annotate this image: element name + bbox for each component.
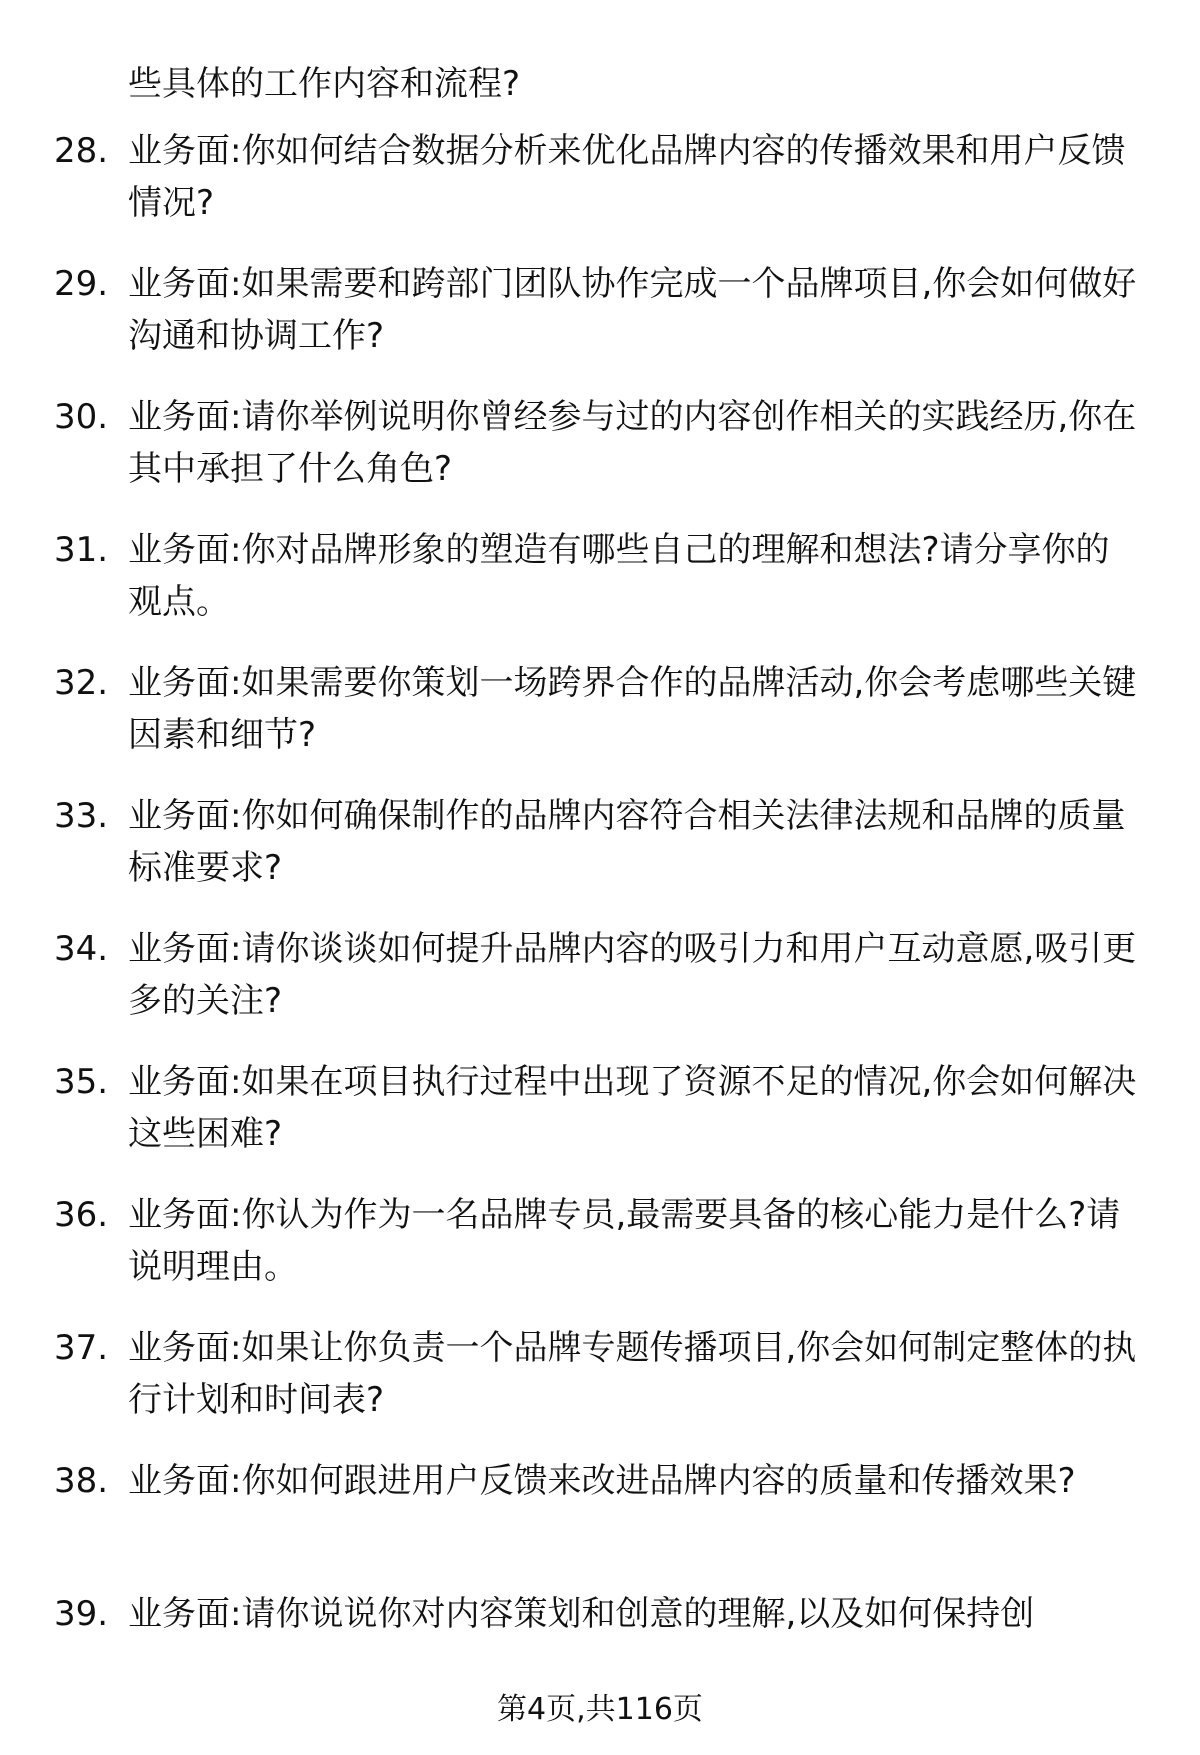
question-item xyxy=(54,524,1154,628)
question-item xyxy=(54,1588,1154,1640)
question-text: 业务面:如果需要和跨部门团队协作完成一个品牌项目,你会如何做好沟通和协调工作? xyxy=(128,264,1137,356)
question-item xyxy=(54,258,1154,362)
question-number: 36. xyxy=(54,1195,109,1235)
question-item xyxy=(54,1056,1154,1160)
question-item xyxy=(54,657,1154,761)
question-item xyxy=(54,391,1154,495)
question-item xyxy=(54,125,1154,229)
question-text: 业务面:如果在项目执行过程中出现了资源不足的情况,你会如何解决这些困难? xyxy=(128,1062,1137,1154)
question-text: 业务面:你如何结合数据分析来优化品牌内容的传播效果和用户反馈情况? xyxy=(128,131,1126,223)
question-number: 37. xyxy=(54,1328,109,1368)
question-number: 31. xyxy=(54,530,109,570)
question-text: 业务面:请你说说你对内容策划和创意的理解,以及如何保持创 xyxy=(128,1594,1035,1634)
page-footer: 第4页,共116页 xyxy=(497,1692,703,1727)
question-item xyxy=(54,923,1154,1027)
question-item xyxy=(54,1189,1154,1293)
continuation-text: 些具体的工作内容和流程? xyxy=(128,64,521,104)
question-number: 32. xyxy=(54,663,109,703)
question-item xyxy=(54,1322,1154,1426)
question-number: 29. xyxy=(54,264,109,304)
question-number: 39. xyxy=(54,1594,109,1634)
question-item xyxy=(54,790,1154,894)
question-text: 业务面:你认为作为一名品牌专员,最需要具备的核心能力是什么?请说明理由。 xyxy=(128,1195,1121,1287)
question-number: 35. xyxy=(54,1062,109,1102)
question-number: 28. xyxy=(54,131,109,171)
question-item xyxy=(54,1455,1154,1507)
question-text: 业务面:请你举例说明你曾经参与过的内容创作相关的实践经历,你在其中承担了什么角色? xyxy=(128,397,1137,489)
question-text: 业务面:你对品牌形象的塑造有哪些自己的理解和想法?请分享你的观点。 xyxy=(128,530,1110,622)
question-text: 业务面:如果让你负责一个品牌专题传播项目,你会如何制定整体的执行计划和时间表? xyxy=(128,1328,1137,1420)
question-number: 30. xyxy=(54,397,109,437)
question-number: 34. xyxy=(54,929,109,969)
question-text: 业务面:你如何跟进用户反馈来改进品牌内容的质量和传播效果? xyxy=(128,1461,1076,1501)
question-text: 业务面:你如何确保制作的品牌内容符合相关法律法规和品牌的质量标准要求? xyxy=(128,796,1126,888)
question-number: 33. xyxy=(54,796,109,836)
question-number: 38. xyxy=(54,1461,109,1501)
question-text: 业务面:请你谈谈如何提升品牌内容的吸引力和用户互动意愿,吸引更多的关注? xyxy=(128,929,1137,1021)
question-text: 业务面:如果需要你策划一场跨界合作的品牌活动,你会考虑哪些关键因素和细节? xyxy=(128,663,1137,755)
